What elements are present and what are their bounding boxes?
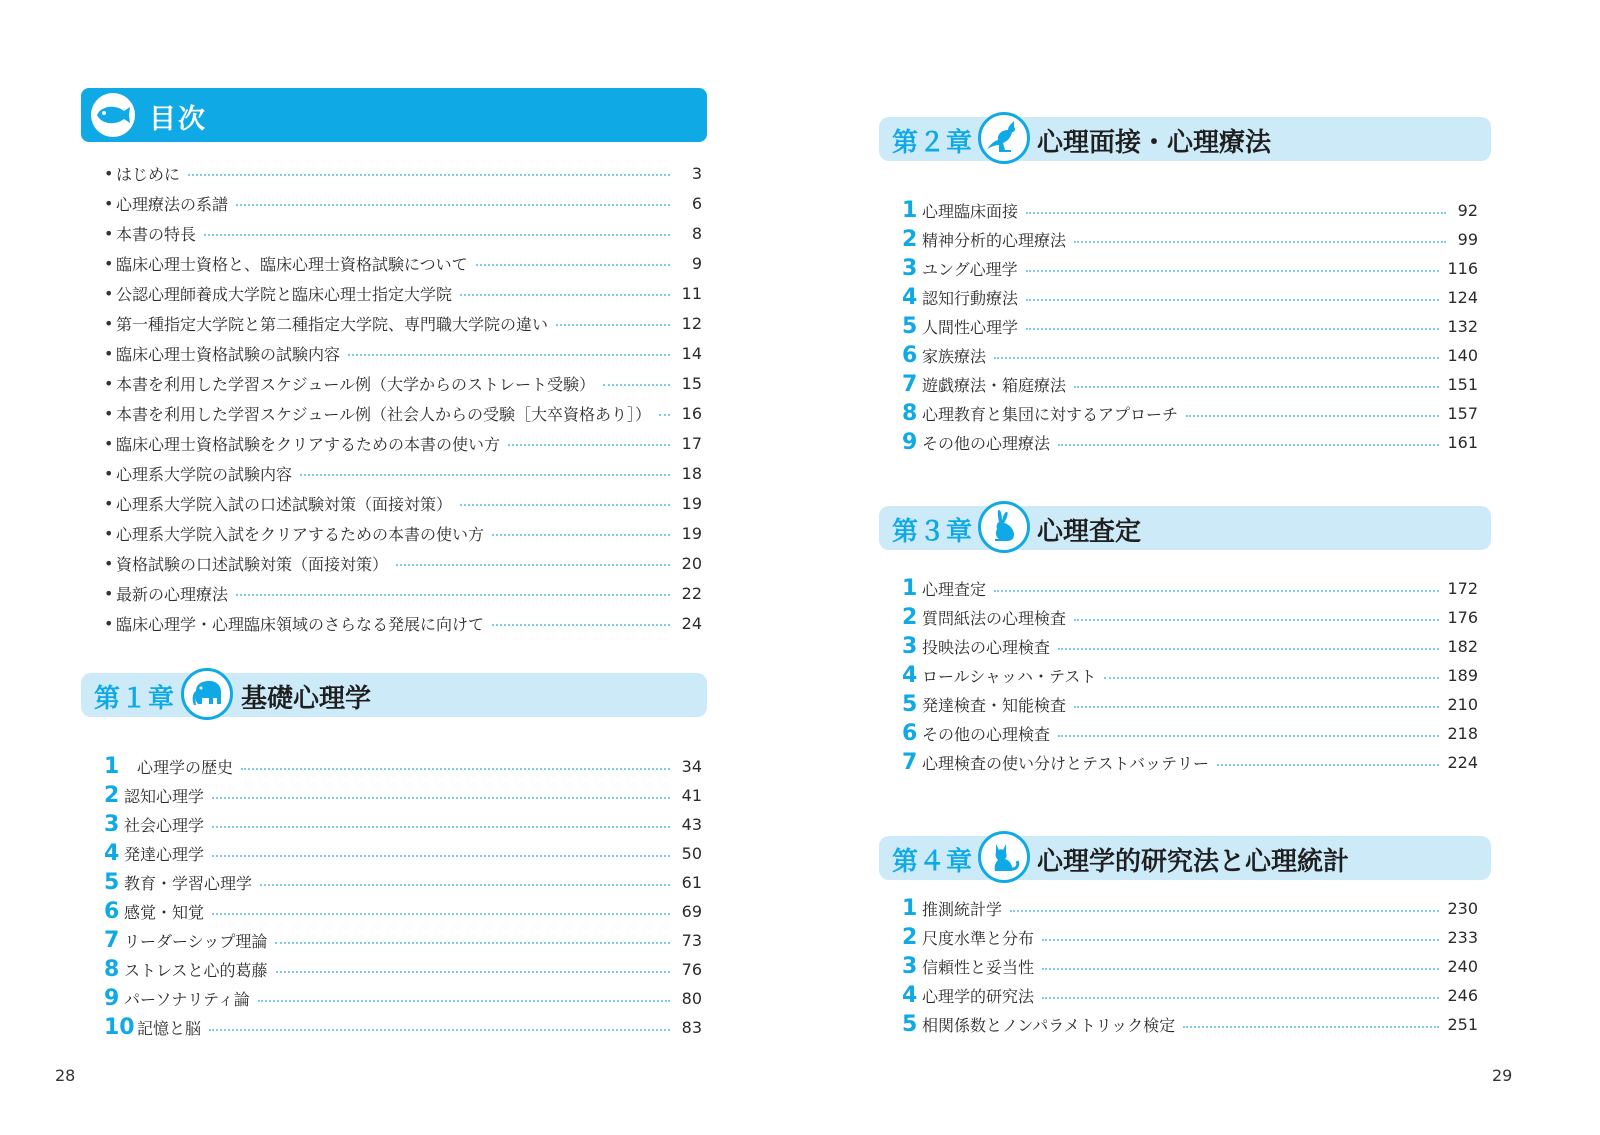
leader-dots <box>1074 619 1439 621</box>
section-page: 151 <box>1447 375 1478 394</box>
cat-icon <box>978 831 1030 883</box>
section-entry[interactable] <box>902 196 1478 225</box>
section-entry[interactable] <box>104 752 702 781</box>
section-label: ストレスと心的葛藤 <box>124 961 268 980</box>
section-page: 157 <box>1447 404 1478 423</box>
chapter-4-label: 第４章 <box>892 847 974 877</box>
section-entry[interactable] <box>104 897 702 926</box>
section-label: 尺度水準と分布 <box>922 929 1035 948</box>
leader-dots <box>1058 735 1439 737</box>
toc-entry[interactable]: • 本書を利用した学習スケジュール例（社会人からの受験［大卒資格あり］） 16 <box>104 403 702 424</box>
section-number: 7 <box>902 372 918 397</box>
section-label: 心理学的研究法 <box>922 987 1035 1006</box>
section-page: 210 <box>1447 695 1478 714</box>
leader-dots <box>1042 939 1439 941</box>
section-label: その他の心理検査 <box>922 725 1051 744</box>
entry-page: 19 <box>681 523 702 543</box>
section-number: 6 <box>902 721 918 746</box>
section-page: 132 <box>1447 317 1478 336</box>
chapter-2-header <box>879 117 1491 161</box>
section-page: 83 <box>681 1018 702 1037</box>
section-page: 80 <box>681 989 702 1008</box>
toc-entry[interactable]: • 臨床心理士資格試験をクリアするための本書の使い方 17 <box>104 433 702 454</box>
right-page <box>800 0 1600 1135</box>
section-page: 251 <box>1447 1015 1478 1034</box>
entry-page: 6 <box>691 193 702 213</box>
entry-page: 3 <box>691 163 702 183</box>
section-label: ロールシャッハ・テスト <box>922 667 1097 686</box>
entry-page: 12 <box>681 313 702 333</box>
section-page: 92 <box>1457 201 1478 220</box>
section-number: 1 <box>902 198 918 223</box>
entry-page: 18 <box>681 463 702 483</box>
toc-entry[interactable]: • 第一種指定大学院と第二種指定大学院、専門職大学院の違い 12 <box>104 313 702 334</box>
chapter-3-label: 第３章 <box>892 517 974 547</box>
entry-page: 20 <box>681 553 702 573</box>
section-number: 8 <box>902 401 918 426</box>
section-number: 2 <box>902 227 918 252</box>
section-entry[interactable] <box>902 225 1478 254</box>
leader-dots <box>241 768 670 770</box>
elephant-icon <box>181 668 233 720</box>
leader-dots <box>1183 1026 1439 1028</box>
entry-label: 臨床心理士資格試験をクリアするための本書の使い方 <box>116 434 501 454</box>
section-entry[interactable] <box>104 955 702 984</box>
entry-label: 心理系大学院の試験内容 <box>116 464 293 484</box>
section-label: 精神分析的心理療法 <box>922 231 1067 250</box>
chapter-1-title: 基礎心理学 <box>241 684 372 714</box>
section-label: 心理臨床面接 <box>922 202 1019 221</box>
entry-label: 本書を利用した学習スケジュール例（大学からのストレート受験） <box>116 374 596 394</box>
section-number: 2 <box>104 783 120 808</box>
section-label: 家族療法 <box>922 347 987 366</box>
leader-dots <box>1058 648 1439 650</box>
toc-entry[interactable]: • 心理療法の系譜 6 <box>104 193 702 214</box>
section-number: 2 <box>902 605 918 630</box>
section-page: 41 <box>681 786 702 805</box>
entry-page: 19 <box>681 493 702 513</box>
section-label: 発達検査・知能検査 <box>922 696 1067 715</box>
toc-entry[interactable]: • 最新の心理療法 22 <box>104 583 702 604</box>
leader-dots <box>1042 968 1439 970</box>
section-number: 3 <box>902 634 918 659</box>
leader-dots <box>1026 299 1439 301</box>
section-label: 心理査定 <box>922 580 987 599</box>
section-label: 推測統計学 <box>922 900 1003 919</box>
section-entry[interactable] <box>902 399 1478 428</box>
leader-dots <box>1074 706 1439 708</box>
section-label: 信頼性と妥当性 <box>922 958 1035 977</box>
leader-dots <box>1010 910 1439 912</box>
leader-dots <box>1042 997 1439 999</box>
section-label: その他の心理療法 <box>922 434 1051 453</box>
leader-dots <box>460 294 670 296</box>
section-label: 心理検査の使い分けとテストバッテリー <box>922 754 1210 773</box>
section-entry[interactable] <box>104 868 702 897</box>
section-number: 7 <box>902 750 918 775</box>
entry-page: 11 <box>681 283 702 303</box>
entry-label: 最新の心理療法 <box>116 584 229 604</box>
section-entry[interactable] <box>902 312 1478 341</box>
leader-dots <box>204 234 670 236</box>
section-number: 5 <box>902 692 918 717</box>
toc-entry[interactable]: • 心理系大学院入試の口述試験対策（面接対策） 19 <box>104 493 702 514</box>
toc-entry[interactable]: • 公認心理師養成大学院と臨床心理士指定大学院 11 <box>104 283 702 304</box>
section-label: 質問紙法の心理検査 <box>922 609 1067 628</box>
section-label: 心理教育と集団に対するアプローチ <box>922 405 1179 424</box>
entry-label: 心理系大学院入試をクリアするための本書の使い方 <box>116 524 485 544</box>
section-number: 4 <box>902 983 918 1008</box>
leader-dots <box>209 1029 670 1031</box>
leader-dots <box>1026 328 1439 330</box>
section-page: 124 <box>1447 288 1478 307</box>
chapter-2-label: 第２章 <box>892 128 974 158</box>
section-page: 182 <box>1447 637 1478 656</box>
toc-header <box>81 88 707 142</box>
section-page: 246 <box>1447 986 1478 1005</box>
section-entry[interactable] <box>902 894 1478 923</box>
toc-entry[interactable]: • 臨床心理学・心理臨床領域のさらなる発展に向けて 24 <box>104 613 702 634</box>
entry-label: 公認心理師養成大学院と臨床心理士指定大学院 <box>116 284 453 304</box>
section-label: 相関係数とノンパラメトリック検定 <box>922 1016 1176 1035</box>
section-entry[interactable] <box>902 603 1478 632</box>
chapter-1-label: 第１章 <box>94 684 176 714</box>
section-entry[interactable] <box>104 926 702 955</box>
section-number: 5 <box>902 1012 918 1037</box>
section-entry[interactable] <box>104 781 702 810</box>
section-page: 116 <box>1447 259 1478 278</box>
entry-label: 第一種指定大学院と第二種指定大学院、専門職大学院の違い <box>116 314 549 334</box>
chapter-4-sections <box>902 894 1478 1039</box>
section-entry[interactable] <box>902 632 1478 661</box>
entry-page: 9 <box>691 253 702 273</box>
section-label: リーダーシップ理論 <box>124 932 268 951</box>
chapter-2-title: 心理面接・心理療法 <box>1037 128 1272 158</box>
leader-dots <box>236 204 670 206</box>
section-label: 遊戯療法・箱庭療法 <box>922 376 1067 395</box>
section-label: 人間性心理学 <box>922 318 1019 337</box>
entry-label: 資格試験の口述試験対策（面接対策） <box>116 554 389 574</box>
leader-dots <box>1026 270 1440 272</box>
leader-dots <box>276 971 670 973</box>
section-number: 1 <box>104 754 120 779</box>
section-number: 2 <box>902 925 918 950</box>
entry-page: 15 <box>681 373 702 393</box>
leader-dots <box>212 797 670 799</box>
section-page: 50 <box>681 844 702 863</box>
chapter-3-sections <box>902 574 1478 777</box>
page-number-right: 29 <box>1492 1066 1513 1085</box>
section-entry[interactable] <box>104 1013 702 1042</box>
entry-label: 本書を利用した学習スケジュール例（社会人からの受験［大卒資格あり］） <box>116 404 652 424</box>
section-entry[interactable] <box>902 1010 1478 1039</box>
leader-dots <box>994 357 1439 359</box>
leader-dots <box>1186 415 1439 417</box>
chapter-1-header <box>81 673 707 717</box>
toc-entry[interactable]: • 心理系大学院入試をクリアするための本書の使い方 19 <box>104 523 702 544</box>
section-entry[interactable] <box>902 283 1478 312</box>
leader-dots <box>212 826 670 828</box>
leader-dots <box>275 942 670 944</box>
section-entry[interactable] <box>902 574 1478 603</box>
leader-dots <box>300 474 670 476</box>
section-entry[interactable] <box>902 661 1478 690</box>
section-number: 7 <box>104 928 120 953</box>
section-entry[interactable] <box>902 748 1478 777</box>
leader-dots <box>212 855 670 857</box>
section-entry[interactable] <box>104 839 702 868</box>
section-entry[interactable] <box>104 810 702 839</box>
section-entry[interactable] <box>902 254 1478 283</box>
section-entry[interactable] <box>902 428 1478 457</box>
entry-page: 17 <box>681 433 702 453</box>
leader-dots <box>188 174 670 176</box>
toc-entry[interactable]: • 心理系大学院の試験内容 18 <box>104 463 702 484</box>
toc-entry[interactable]: • 本書の特長 8 <box>104 223 702 244</box>
leader-dots <box>994 590 1439 592</box>
leader-dots <box>396 564 670 566</box>
section-number: 9 <box>902 430 918 455</box>
entry-page: 8 <box>691 223 702 243</box>
front-matter-list <box>104 158 702 638</box>
leader-dots <box>492 534 670 536</box>
section-page: 43 <box>681 815 702 834</box>
entry-label: 臨床心理学・心理臨床領域のさらなる発展に向けて <box>116 614 485 634</box>
section-entry[interactable] <box>902 923 1478 952</box>
leader-dots <box>492 624 670 626</box>
page-number-left: 28 <box>55 1066 76 1085</box>
kangaroo-icon <box>978 112 1030 164</box>
toc-entry[interactable]: • 臨床心理士資格試験の試験内容 14 <box>104 343 702 364</box>
toc-title: 目次 <box>149 104 207 135</box>
section-number: 1 <box>902 576 918 601</box>
section-page: 161 <box>1447 433 1478 452</box>
chapter-4-header <box>879 836 1491 880</box>
rabbit-icon <box>978 501 1030 553</box>
section-number: 3 <box>902 954 918 979</box>
leader-dots <box>212 913 670 915</box>
section-label: 感覚・知覚 <box>124 903 205 922</box>
chapter-1-sections <box>104 752 702 1042</box>
section-number: 3 <box>104 812 120 837</box>
section-number: 9 <box>104 986 120 1011</box>
entry-label: 心理系大学院入試の口述試験対策（面接対策） <box>116 494 453 514</box>
section-entry[interactable] <box>902 719 1478 748</box>
section-page: 218 <box>1447 724 1478 743</box>
section-number: 10 <box>104 1015 135 1040</box>
chapter-2-sections <box>902 196 1478 457</box>
entry-label: 臨床心理士資格と、臨床心理士資格試験について <box>116 254 468 274</box>
entry-label: 本書の特長 <box>116 224 197 244</box>
leader-dots <box>348 354 670 356</box>
section-entry[interactable] <box>902 981 1478 1010</box>
entry-page: 14 <box>681 343 702 363</box>
section-page: 61 <box>681 873 702 892</box>
section-page: 73 <box>681 931 702 950</box>
toc-entry[interactable]: • はじめに 3 <box>104 163 702 184</box>
chapter-4-title: 心理学的研究法と心理統計 <box>1037 847 1350 877</box>
section-number: 8 <box>104 957 120 982</box>
leader-dots <box>1074 241 1446 243</box>
section-number: 5 <box>902 314 918 339</box>
section-label: 社会心理学 <box>124 816 205 835</box>
entry-page: 24 <box>681 613 702 633</box>
section-label: パーソナリティ論 <box>124 990 250 1009</box>
section-page: 240 <box>1447 957 1478 976</box>
section-page: 140 <box>1447 346 1478 365</box>
leader-dots <box>1217 764 1439 766</box>
section-label: 発達心理学 <box>124 845 205 864</box>
section-label: 認知心理学 <box>124 787 205 806</box>
section-label: 心理学の歴史 <box>137 758 234 777</box>
section-number: 5 <box>104 870 120 895</box>
leader-dots <box>236 594 670 596</box>
section-label: ユング心理学 <box>922 260 1018 279</box>
leader-dots <box>260 884 670 886</box>
section-page: 99 <box>1457 230 1478 249</box>
section-number: 1 <box>902 896 918 921</box>
section-number: 3 <box>902 256 918 281</box>
toc-entry[interactable]: • 本書を利用した学習スケジュール例（大学からのストレート受験） 15 <box>104 373 702 394</box>
section-page: 34 <box>681 757 702 776</box>
chapter-3-header <box>879 506 1491 550</box>
entry-page: 16 <box>681 403 702 423</box>
section-entry[interactable] <box>902 690 1478 719</box>
chapter-3-title: 心理査定 <box>1037 517 1142 547</box>
section-page: 189 <box>1447 666 1478 685</box>
fish-icon <box>91 93 135 137</box>
entry-label: 心理療法の系譜 <box>116 194 229 214</box>
section-page: 233 <box>1447 928 1478 947</box>
section-number: 4 <box>902 663 918 688</box>
leader-dots <box>1026 212 1446 214</box>
leader-dots <box>1058 444 1439 446</box>
section-label: 教育・学習心理学 <box>124 874 253 893</box>
leader-dots <box>603 384 670 386</box>
section-page: 76 <box>681 960 702 979</box>
section-entry[interactable] <box>902 370 1478 399</box>
section-page: 69 <box>681 902 702 921</box>
section-page: 172 <box>1447 579 1478 598</box>
leader-dots <box>556 324 670 326</box>
section-number: 6 <box>902 343 918 368</box>
toc-entry[interactable]: • 資格試験の口述試験対策（面接対策） 20 <box>104 553 702 574</box>
leader-dots <box>476 264 670 266</box>
leader-dots <box>460 504 670 506</box>
toc-entry[interactable]: • 臨床心理士資格と、臨床心理士資格試験について 9 <box>104 253 702 274</box>
section-label: 投映法の心理検査 <box>922 638 1051 657</box>
leader-dots <box>508 444 670 446</box>
entry-label: はじめに <box>116 164 181 184</box>
entry-page: 22 <box>681 583 702 603</box>
entry-label: 臨床心理士資格試験の試験内容 <box>116 344 341 364</box>
leader-dots <box>1074 386 1439 388</box>
section-page: 224 <box>1447 753 1478 772</box>
section-number: 4 <box>902 285 918 310</box>
section-entry[interactable] <box>104 984 702 1013</box>
leader-dots <box>1104 677 1439 679</box>
section-label: 記憶と脳 <box>137 1019 202 1038</box>
leader-dots <box>258 1000 670 1002</box>
section-label: 認知行動療法 <box>922 289 1019 308</box>
section-page: 176 <box>1447 608 1478 627</box>
section-entry[interactable] <box>902 341 1478 370</box>
section-number: 4 <box>104 841 120 866</box>
section-page: 230 <box>1447 899 1478 918</box>
leader-dots <box>659 414 670 416</box>
section-entry[interactable] <box>902 952 1478 981</box>
section-number: 6 <box>104 899 120 924</box>
